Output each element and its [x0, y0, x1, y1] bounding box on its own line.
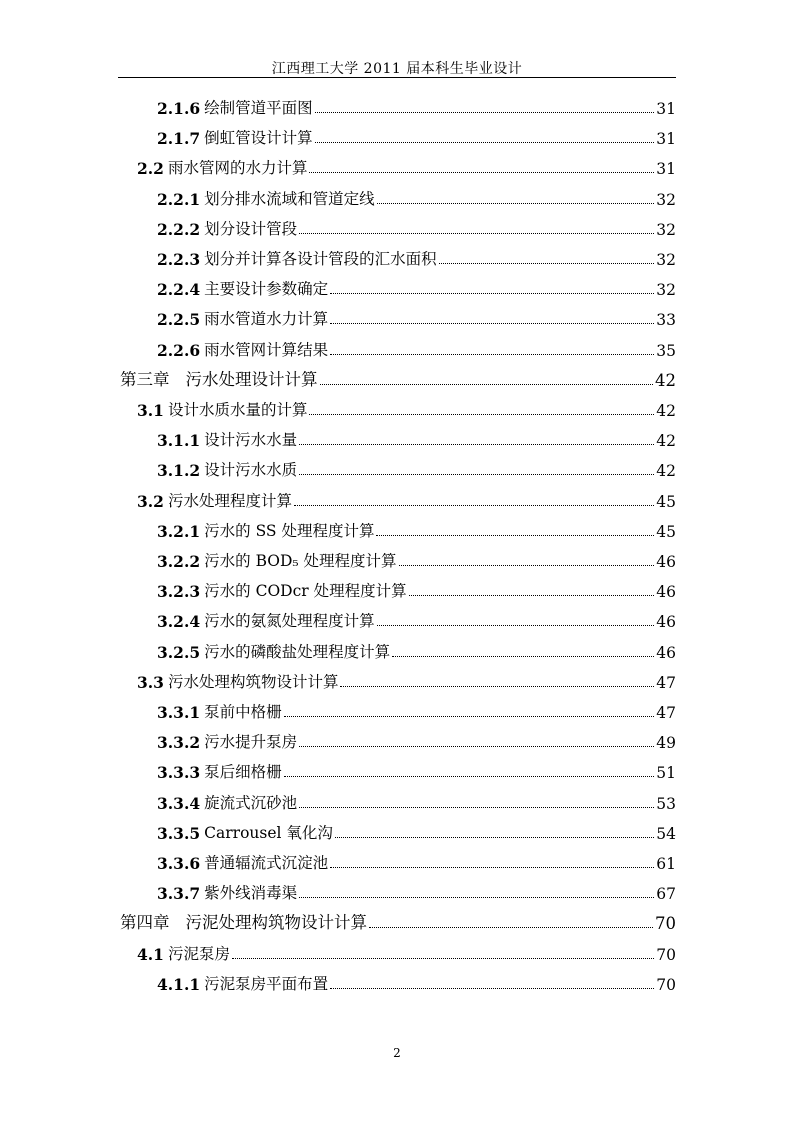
toc-entry-number: 2.2	[137, 159, 164, 179]
toc-entry-number: 3.3.7	[157, 884, 201, 904]
toc-entry-number: 3.3.3	[157, 763, 201, 783]
toc-entry-number: 3.3.2	[157, 733, 201, 753]
toc-entry-title: 雨水管道水力计算	[204, 310, 329, 329]
toc-dot-leader	[376, 535, 654, 536]
page-number: 2	[393, 1046, 401, 1060]
toc-entry-title: 污水处理设计计算	[185, 369, 318, 389]
toc-entry-page: 70	[656, 945, 676, 964]
toc-entry-page: 32	[656, 281, 676, 300]
toc-dot-leader	[299, 233, 654, 234]
toc-entry-title: 雨水管网的水力计算	[167, 159, 308, 178]
toc-entry[interactable]	[157, 245, 676, 269]
toc-chapter[interactable]	[120, 909, 676, 933]
toc-dot-leader	[330, 354, 654, 355]
toc-entry-page: 45	[656, 492, 676, 511]
toc-entry-page: 33	[656, 311, 676, 330]
toc-entry-title: 设计污水水量	[204, 431, 298, 450]
toc-entry-number: 3.1.2	[157, 461, 201, 481]
toc-entry[interactable]	[157, 305, 676, 329]
toc-entry-page: 32	[656, 190, 676, 209]
toc-entry-page: 46	[656, 613, 676, 632]
toc-dot-leader	[299, 746, 654, 747]
toc-entry-title: 污水处理构筑物设计计算	[167, 672, 339, 691]
toc-entry[interactable]	[157, 607, 676, 631]
toc-entry-number: 3.2.1	[157, 521, 201, 541]
toc-entry-page: 70	[656, 975, 676, 994]
toc-entry-number: 2.1.6	[157, 99, 201, 118]
toc-entry-number: 2.2.4	[157, 280, 201, 300]
toc-entry-page: 49	[656, 734, 676, 753]
toc-dot-leader	[320, 384, 654, 385]
toc-entry-page: 42	[655, 370, 676, 390]
toc-entry-title: 普通辐流式沉淀池	[204, 854, 329, 872]
toc-dot-leader	[294, 505, 654, 506]
toc-entry[interactable]	[157, 517, 676, 541]
toc-entry[interactable]	[157, 970, 676, 994]
toc-entry-number: 3.2.3	[157, 582, 201, 602]
toc-entry-title: 绘制管道平面图	[204, 99, 313, 117]
toc-entry-title: 污水的氨氮处理程度计算	[204, 612, 375, 631]
toc-dot-leader	[309, 414, 654, 415]
toc-entry-page: 70	[655, 914, 676, 934]
toc-entry[interactable]	[157, 94, 676, 118]
toc-entry-page: 31	[656, 100, 676, 118]
toc-entry-page: 53	[656, 794, 676, 813]
toc-entry[interactable]	[137, 396, 676, 420]
toc-dot-leader	[330, 293, 654, 294]
toc-entry-number: 2.2.1	[157, 189, 201, 209]
toc-entry-page: 42	[656, 432, 676, 451]
toc-dot-leader	[330, 867, 654, 868]
toc-dot-leader	[335, 837, 654, 838]
toc-dot-leader	[299, 807, 654, 808]
toc-dot-leader	[439, 263, 655, 264]
toc-dot-leader	[284, 716, 655, 717]
toc-entry[interactable]	[157, 547, 676, 571]
toc-dot-leader	[309, 172, 654, 173]
toc-entry-page: 42	[656, 462, 676, 481]
header-rule	[118, 77, 676, 78]
toc-entry[interactable]	[137, 487, 676, 511]
toc-dot-leader	[330, 988, 654, 989]
toc-entry-page: 47	[656, 673, 676, 692]
toc-entry-title: 污水提升泵房	[204, 733, 298, 752]
toc-entry-title: 污水处理程度计算	[167, 491, 292, 510]
toc-entry-title: 泵前中格栅	[204, 703, 282, 721]
toc-entry-title: 污水的 SS 处理程度计算	[204, 521, 375, 540]
toc-entry-number: 2.2.3	[157, 250, 201, 269]
toc-dot-leader	[340, 686, 654, 687]
toc-entry-number: 第四章	[120, 913, 170, 933]
toc-entry-title: 主要设计参数确定	[204, 280, 329, 299]
toc-entry-number: 3.2.4	[157, 612, 201, 632]
toc-entry-number: 2.2.2	[157, 219, 201, 239]
toc-entry-number: 3.3.1	[157, 703, 201, 722]
toc-entry-title: Carrousel 氧化沟	[204, 823, 333, 842]
toc-dot-leader	[330, 323, 654, 324]
toc-entry-number: 3.3.6	[157, 854, 201, 873]
toc-entry-page: 46	[656, 553, 676, 571]
toc-dot-leader	[284, 776, 655, 777]
toc-entry-number: 3.1	[137, 401, 164, 420]
toc-entry-page: 32	[656, 220, 676, 239]
toc-dot-leader	[377, 203, 655, 204]
toc-entry-page: 45	[656, 522, 676, 541]
toc-entry-number: 3.3	[137, 672, 164, 692]
toc-entry-number: 3.3.4	[157, 793, 201, 813]
toc-entry[interactable]	[157, 789, 676, 813]
toc-entry[interactable]	[157, 124, 676, 148]
toc-entry-title: 泵后细格栅	[204, 763, 282, 782]
toc-entry-title: 设计水质水量的计算	[167, 401, 308, 419]
toc-dot-leader	[315, 142, 655, 143]
toc-entry-title: 污水的 BOD₅ 处理程度计算	[204, 552, 397, 570]
toc-entry[interactable]	[137, 154, 676, 178]
toc-entry-page: 42	[656, 402, 676, 420]
toc-entry-page: 46	[656, 643, 676, 662]
toc-entry-title: 划分设计管段	[204, 219, 298, 238]
toc-entry[interactable]	[157, 698, 676, 722]
toc-entry-number: 2.2.6	[157, 340, 201, 360]
toc-entry-page: 61	[656, 855, 676, 873]
toc-entry[interactable]	[157, 336, 676, 360]
toc-entry-number: 3.2	[137, 491, 164, 511]
toc-dot-leader	[377, 625, 655, 626]
toc-dot-leader	[232, 958, 654, 959]
toc-entry-number: 3.2.5	[157, 642, 201, 662]
toc-entry[interactable]	[157, 758, 676, 782]
toc-entry-title: 污水的 CODcr 处理程度计算	[204, 582, 407, 601]
toc-entry-title: 倒虹管设计计算	[204, 129, 313, 148]
toc-entry[interactable]	[157, 638, 676, 662]
toc-entry[interactable]	[157, 275, 676, 299]
toc-entry-page: 32	[656, 251, 676, 269]
toc-entry-title: 划分排水流域和管道定线	[204, 189, 375, 208]
toc-dot-leader	[315, 112, 655, 113]
toc-dot-leader	[399, 565, 655, 566]
toc-entry-page: 54	[656, 824, 676, 843]
toc-dot-leader	[299, 897, 654, 898]
toc-entry-page: 31	[656, 130, 676, 149]
toc-entry[interactable]	[157, 849, 676, 873]
toc-entry[interactable]	[157, 728, 676, 752]
toc-dot-leader	[299, 474, 654, 475]
toc-entry[interactable]	[157, 577, 676, 601]
toc-chapter[interactable]	[120, 366, 676, 390]
toc-dot-leader	[392, 656, 654, 657]
toc-entry-title: 污泥泵房平面布置	[204, 974, 329, 993]
toc-entry-page: 67	[656, 885, 676, 904]
toc-entry-page: 46	[656, 583, 676, 602]
toc-entry-number: 2.1.7	[157, 129, 201, 149]
toc-dot-leader	[299, 444, 654, 445]
toc-entry-number: 3.2.2	[157, 552, 201, 571]
toc-entry-title: 污水的磷酸盐处理程度计算	[204, 642, 391, 661]
toc-entry[interactable]	[157, 456, 676, 480]
toc-entry[interactable]	[157, 879, 676, 903]
toc-entry-number: 3.1.1	[157, 431, 201, 451]
toc-entry[interactable]	[137, 668, 676, 692]
toc-entry-title: 雨水管网计算结果	[204, 340, 329, 359]
toc-entry[interactable]	[157, 819, 676, 843]
toc-entry[interactable]	[137, 940, 676, 964]
toc-entry-title: 划分并计算各设计管段的汇水面积	[204, 250, 437, 268]
toc-entry-number: 第三章	[120, 369, 170, 389]
toc-entry-page: 31	[656, 160, 676, 179]
toc-entry-number: 4.1.1	[157, 974, 201, 994]
toc-entry-title: 设计污水水质	[204, 461, 298, 480]
toc-entry-number: 3.3.5	[157, 823, 201, 843]
toc-entry[interactable]	[157, 185, 676, 209]
toc-dot-leader	[409, 595, 655, 596]
toc-entry-page: 51	[656, 764, 676, 783]
toc-entry-title: 污泥泵房	[167, 944, 230, 963]
toc-entry-title: 紫外线消毒渠	[204, 884, 298, 903]
toc-entry-number: 4.1	[137, 944, 164, 964]
toc-entry-page: 47	[656, 704, 676, 722]
toc-entry[interactable]	[157, 215, 676, 239]
toc-entry[interactable]	[157, 426, 676, 450]
page-header: 江西理工大学 2011 届本科生毕业设计	[271, 61, 523, 77]
toc-entry-title: 旋流式沉砂池	[204, 793, 298, 812]
toc-entry-number: 2.2.5	[157, 310, 201, 330]
toc-entry-title: 污泥处理构筑物设计计算	[185, 913, 367, 933]
toc-entry-page: 35	[656, 341, 676, 360]
toc-dot-leader	[369, 927, 653, 928]
